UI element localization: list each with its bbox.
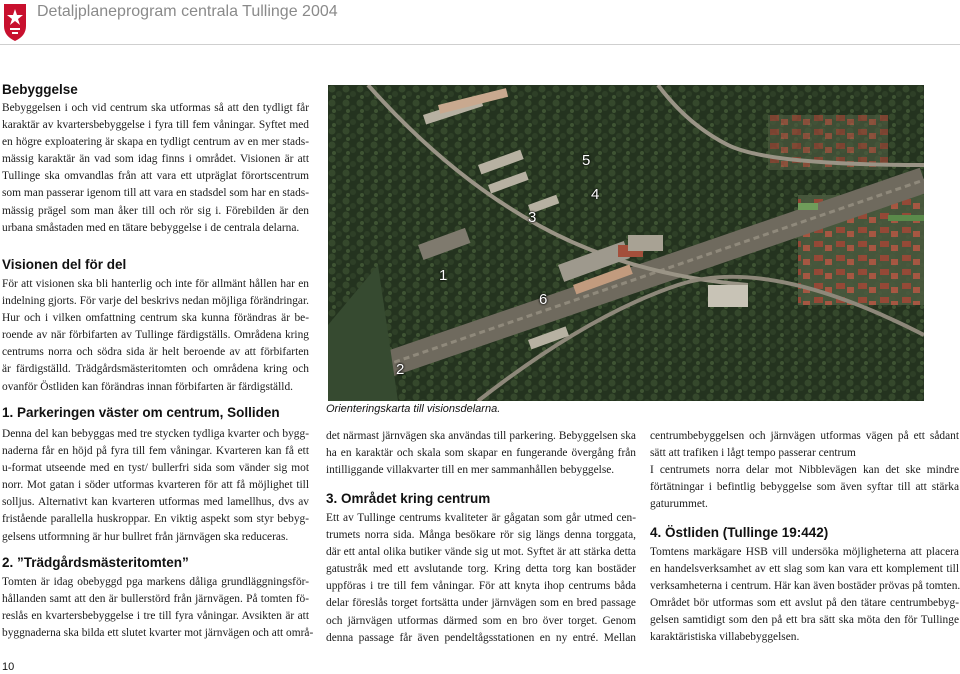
section-body (2, 276, 309, 396)
text-line: Tomten är idag obebyggd pga markens dåliga grundläggningsför- (2, 576, 309, 588)
text-line: trumets norra sida. Många besökare rör sig längs denna torggata, (326, 529, 636, 542)
text-line: delar föreslås torget fortsätta under järnvägen som en bred passage (326, 597, 636, 610)
text-line: gelsen samtidigt som den på ett bra sätt ska möta den för Tullinge (650, 614, 959, 627)
text-line: ovanför Östliden kan förändras innan förbifarten är färdigställd. (2, 380, 293, 393)
text-line: sätt att trafiken i lågt tempo passerar centrum (650, 447, 856, 460)
text-line: Hur och i vilken omfattning centrum ska kunna förändras är be- (2, 312, 309, 325)
text-line: intilliggande villakvarter till en mer sammanhållen bebyggelse. (326, 464, 615, 477)
text-line: Tomtens markägare HSB vill undersöka möjligheterna att placera (650, 546, 959, 558)
text-line: uppföras i tre till fem våningar. För att knyta ihop centrums båda (326, 580, 636, 593)
text-line: roende av när förbifarten av Tullinge färdigställs. Områdena kring (2, 329, 309, 342)
section-omradet-kring-centrum (326, 491, 636, 647)
text-line: förtätningar i befintlig bebyggelse som även syftar till att stärka (650, 481, 959, 494)
text-line: mässig karaktär än vad som idag finns i området. Visionen är att (2, 153, 309, 166)
section-heading: Bebyggelse (2, 82, 78, 97)
map-label-3: 3 (528, 209, 537, 226)
text-line: För att visionen ska bli hanterlig och inte för allmänt hållen har en (2, 278, 309, 290)
text-line: urbana småstaden med en tätare bebyggelse i de centrala delarna. (2, 221, 300, 234)
text-line: norr. Mot gatan i söder utformas kvarteren för att få möjlighet till (2, 479, 309, 492)
map-label-4: 4 (591, 186, 600, 203)
section-heading: 4. Östliden (Tullinge 19:442) (650, 525, 829, 540)
section-heading: 2. ”Trädgårdsmästeritomten” (2, 555, 189, 570)
section-body (2, 426, 309, 546)
section-tradgardsmasteritomten (2, 555, 314, 642)
text-line: centrums norra och södra sida är helt beroende av att förbifarten (2, 346, 309, 359)
text-line: och järnvägen utformas därmed som en bro över torget. Genom (326, 614, 636, 627)
text-line: verksamheterna i centrum. Här kan även bostäder prövas på tomten. (650, 580, 960, 593)
map-label-2: 2 (396, 361, 405, 378)
map-label-6: 6 (539, 291, 548, 308)
section-visionen (2, 257, 309, 396)
section-bebyggelse (2, 82, 309, 237)
text-line: ha en karaktär och skala som skapar en fungerande övergång från (326, 447, 636, 460)
section-continued-right (650, 428, 959, 513)
map-label-5: 5 (582, 152, 591, 169)
text-line: mässig prägel som man åker till och rör sig i. Förebilden är den (2, 204, 309, 217)
text-line: hållanden samt att den är bullerstörd från järnvägen. På tomten fö- (2, 593, 309, 606)
section-body (650, 544, 959, 647)
text-line: fristående parallella huskroppar. En viktig aspekt som styr bebyg- (2, 513, 309, 526)
section-body (2, 574, 314, 642)
text-line: u-format utseende med en tyst/ bullerfri sida som vänder sig mot (2, 462, 309, 475)
text-line: naderna får en höjd på fyra till fem våningar. Kvarteren kan få ett (2, 445, 309, 458)
section-parkeringen (2, 405, 309, 546)
text-line: byggnaderna ska bilda ett slutet kvarter mot järnvägen och att områ- (2, 627, 314, 640)
section-ostliden (650, 525, 959, 647)
aerial-photo (328, 85, 924, 401)
text-line: gaturummet. (650, 498, 708, 511)
text-line: I centrumets norra delar mot Nibblevägen kan det ske mindre (650, 464, 959, 477)
text-line: en handelsverksamhet av ett slag som kan vara ett komplement till (650, 563, 959, 576)
text-line: som man passerar igenom till att vara en stadsdel som har en stads- (2, 187, 309, 200)
text-line: Ett av Tullinge centrums kvaliteter är gågatan som går utmed cen- (326, 512, 636, 524)
municipality-logo-icon (2, 2, 28, 42)
section-body (2, 100, 309, 237)
text-line: Tullinge ska omvandlas från att vara ett utpräglat förortscentrum (2, 170, 309, 183)
section-body (326, 428, 636, 479)
text-line: Bebyggelsen i och vid centrum ska utformas så att den tydligt får (2, 102, 309, 114)
section-body (650, 428, 959, 513)
text-line: indelning gjorts. För varje del beskrivs nedan möjliga förändringar. (2, 295, 309, 308)
text-line: reslås en kvartersbebyggelse i tre till fyra våningar. Avsikten är att (2, 610, 309, 623)
orientation-map (328, 85, 924, 401)
document-title: Detaljplaneprogram centrala Tullinge 2004 (37, 3, 338, 20)
section-continued-middle (326, 428, 636, 479)
text-line: solljus. Alternativt kan kvarteren utformas med lamellhus, dvs av (2, 496, 309, 509)
text-line: denna passage får även pendeltågsstationen en ny entré. Mellan (326, 631, 636, 644)
text-line: där ett antal olika butiker vände sig ut mot. Syftet är att stärka detta (326, 546, 636, 559)
text-line: gelsens utformning är hur bullret från järnvägen ska reduceras. (2, 530, 289, 543)
text-line: är färdigställd. Trädgårdsmästeritomten och områdena kring och (2, 363, 309, 376)
text-line: karaktäristiska villabebyggelsen. (650, 631, 800, 644)
header-divider (0, 44, 960, 45)
section-heading: Visionen del för del (2, 257, 127, 272)
section-heading: 3. Området kring centrum (326, 491, 491, 506)
text-line: Området bör utformas som ett avslut på den tätare centrumbebyg- (650, 597, 959, 610)
section-body (326, 510, 636, 647)
text-line: centrumbebyggelsen och järnvägen utformas vägen på ett sådant (650, 430, 959, 442)
map-label-1: 1 (439, 267, 448, 284)
page-number: 10 (2, 661, 15, 673)
section-heading: 1. Parkeringen väster om centrum, Solliden (2, 405, 280, 420)
text-line: en högre exploatering är skapa en tydligt centrum av en mer stads- (2, 136, 309, 149)
text-line: Denna del kan bebyggas med tre stycken tydliga kvarter och bygg- (2, 428, 309, 440)
map-caption: Orienteringskarta till visionsdelarna. (326, 403, 501, 415)
text-line: gatustråk med ett avslutande torg. Kring detta torg kan bostäder (326, 563, 636, 576)
text-line: det närmast järnvägen ska användas till parkering. Bebyggelsen ska (326, 430, 636, 442)
text-line: karaktär av kvartersbebyggelse i fyra till fem våningar. Syftet med (2, 119, 309, 132)
page-header (0, 0, 960, 30)
